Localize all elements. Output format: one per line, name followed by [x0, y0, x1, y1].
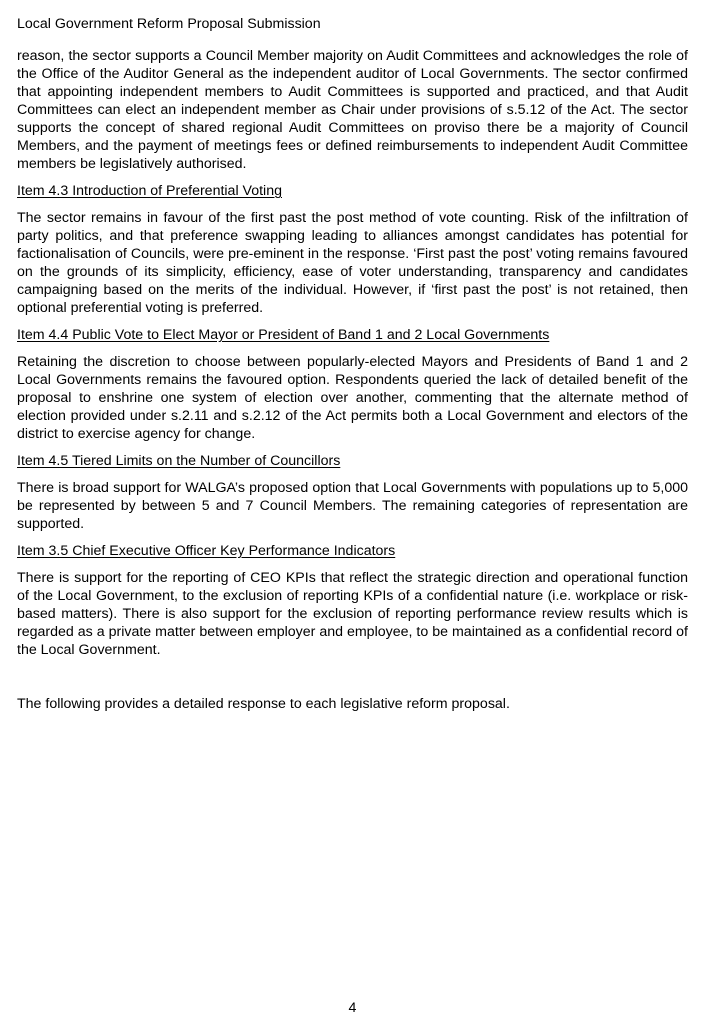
- section-public-vote-mayor: [17, 326, 688, 443]
- section-heading: Item 4.3 Introduction of Preferential Voting: [17, 183, 282, 199]
- section-text: The sector remains in favour of the first past the post method of vote counting. Risk of the infiltration of party politics, and that preference swapping leading to alliances amongst candidates has potential for factionalisation of Councils, were pre-eminent in the response. ‘First past the post’ voting remains favoured on the grounds of its simplicity, efficiency, ease of voter understanding, transparency and candidates campaigning based on the merits of the individual. However, if ‘first past the post’ is not retained, then optional preferential voting is preferred.: [17, 210, 688, 316]
- section-text: There is broad support for WALGA’s proposed option that Local Governments with populations up to 5,000 be represented by between 5 and 7 Council Members. The remaining categories of representation are supported.: [17, 480, 688, 532]
- section-text: There is support for the reporting of CEO KPIs that reflect the strategic direction and operational function of the Local Government, to the exclusion of reporting KPIs of a confidential nature (i.e. workplace or risk-based matters). There is also support for the exclusion of reporting performance review results which is regarded as a private matter between employer and employee, to be maintained as a confidential record of the Local Government.: [17, 570, 688, 658]
- closing-paragraph: The following provides a detailed response to each legislative reform proposal.: [17, 696, 510, 712]
- page-number: 4: [348, 1000, 357, 1016]
- section-ceo-kpis: [17, 542, 688, 659]
- section-heading: Item 3.5 Chief Executive Officer Key Performance Indicators: [17, 543, 396, 559]
- section-tiered-limits: [17, 452, 688, 533]
- document-body: [17, 47, 688, 713]
- section-text: Retaining the discretion to choose between popularly-elected Mayors and Presidents of Band 1 and 2 Local Governments remains the favoured option. Respondents queried the lack of detailed benefit of the proposal to enshrine one system of election over another, commenting that the alternate method of election provided under s.2.11 and s.2.12 of the Act permits both a Local Government and electors of the district to exercise agency for change.: [17, 354, 688, 442]
- section-preferential-voting: [17, 182, 688, 317]
- running-header: Local Government Reform Proposal Submission: [17, 16, 321, 32]
- section-heading: Item 4.5 Tiered Limits on the Number of Councillors: [17, 453, 341, 469]
- intro-paragraph: reason, the sector supports a Council Member majority on Audit Committees and acknowledges the role of the Office of the Auditor General as the independent auditor of Local Governments. The sector confirmed that appointing independent members to Audit Committees is supported and practiced, and that Audit Committees can elect an independent member as Chair under provisions of s.5.12 of the Act. The sector supports the concept of shared regional Audit Committees on proviso there be a majority of Council Members, and the payment of meetings fees or defined reimbursements to independent Audit Committee members be legislatively authorised.: [17, 48, 688, 172]
- section-heading: Item 4.4 Public Vote to Elect Mayor or President of Band 1 and 2 Local Governments: [17, 327, 550, 343]
